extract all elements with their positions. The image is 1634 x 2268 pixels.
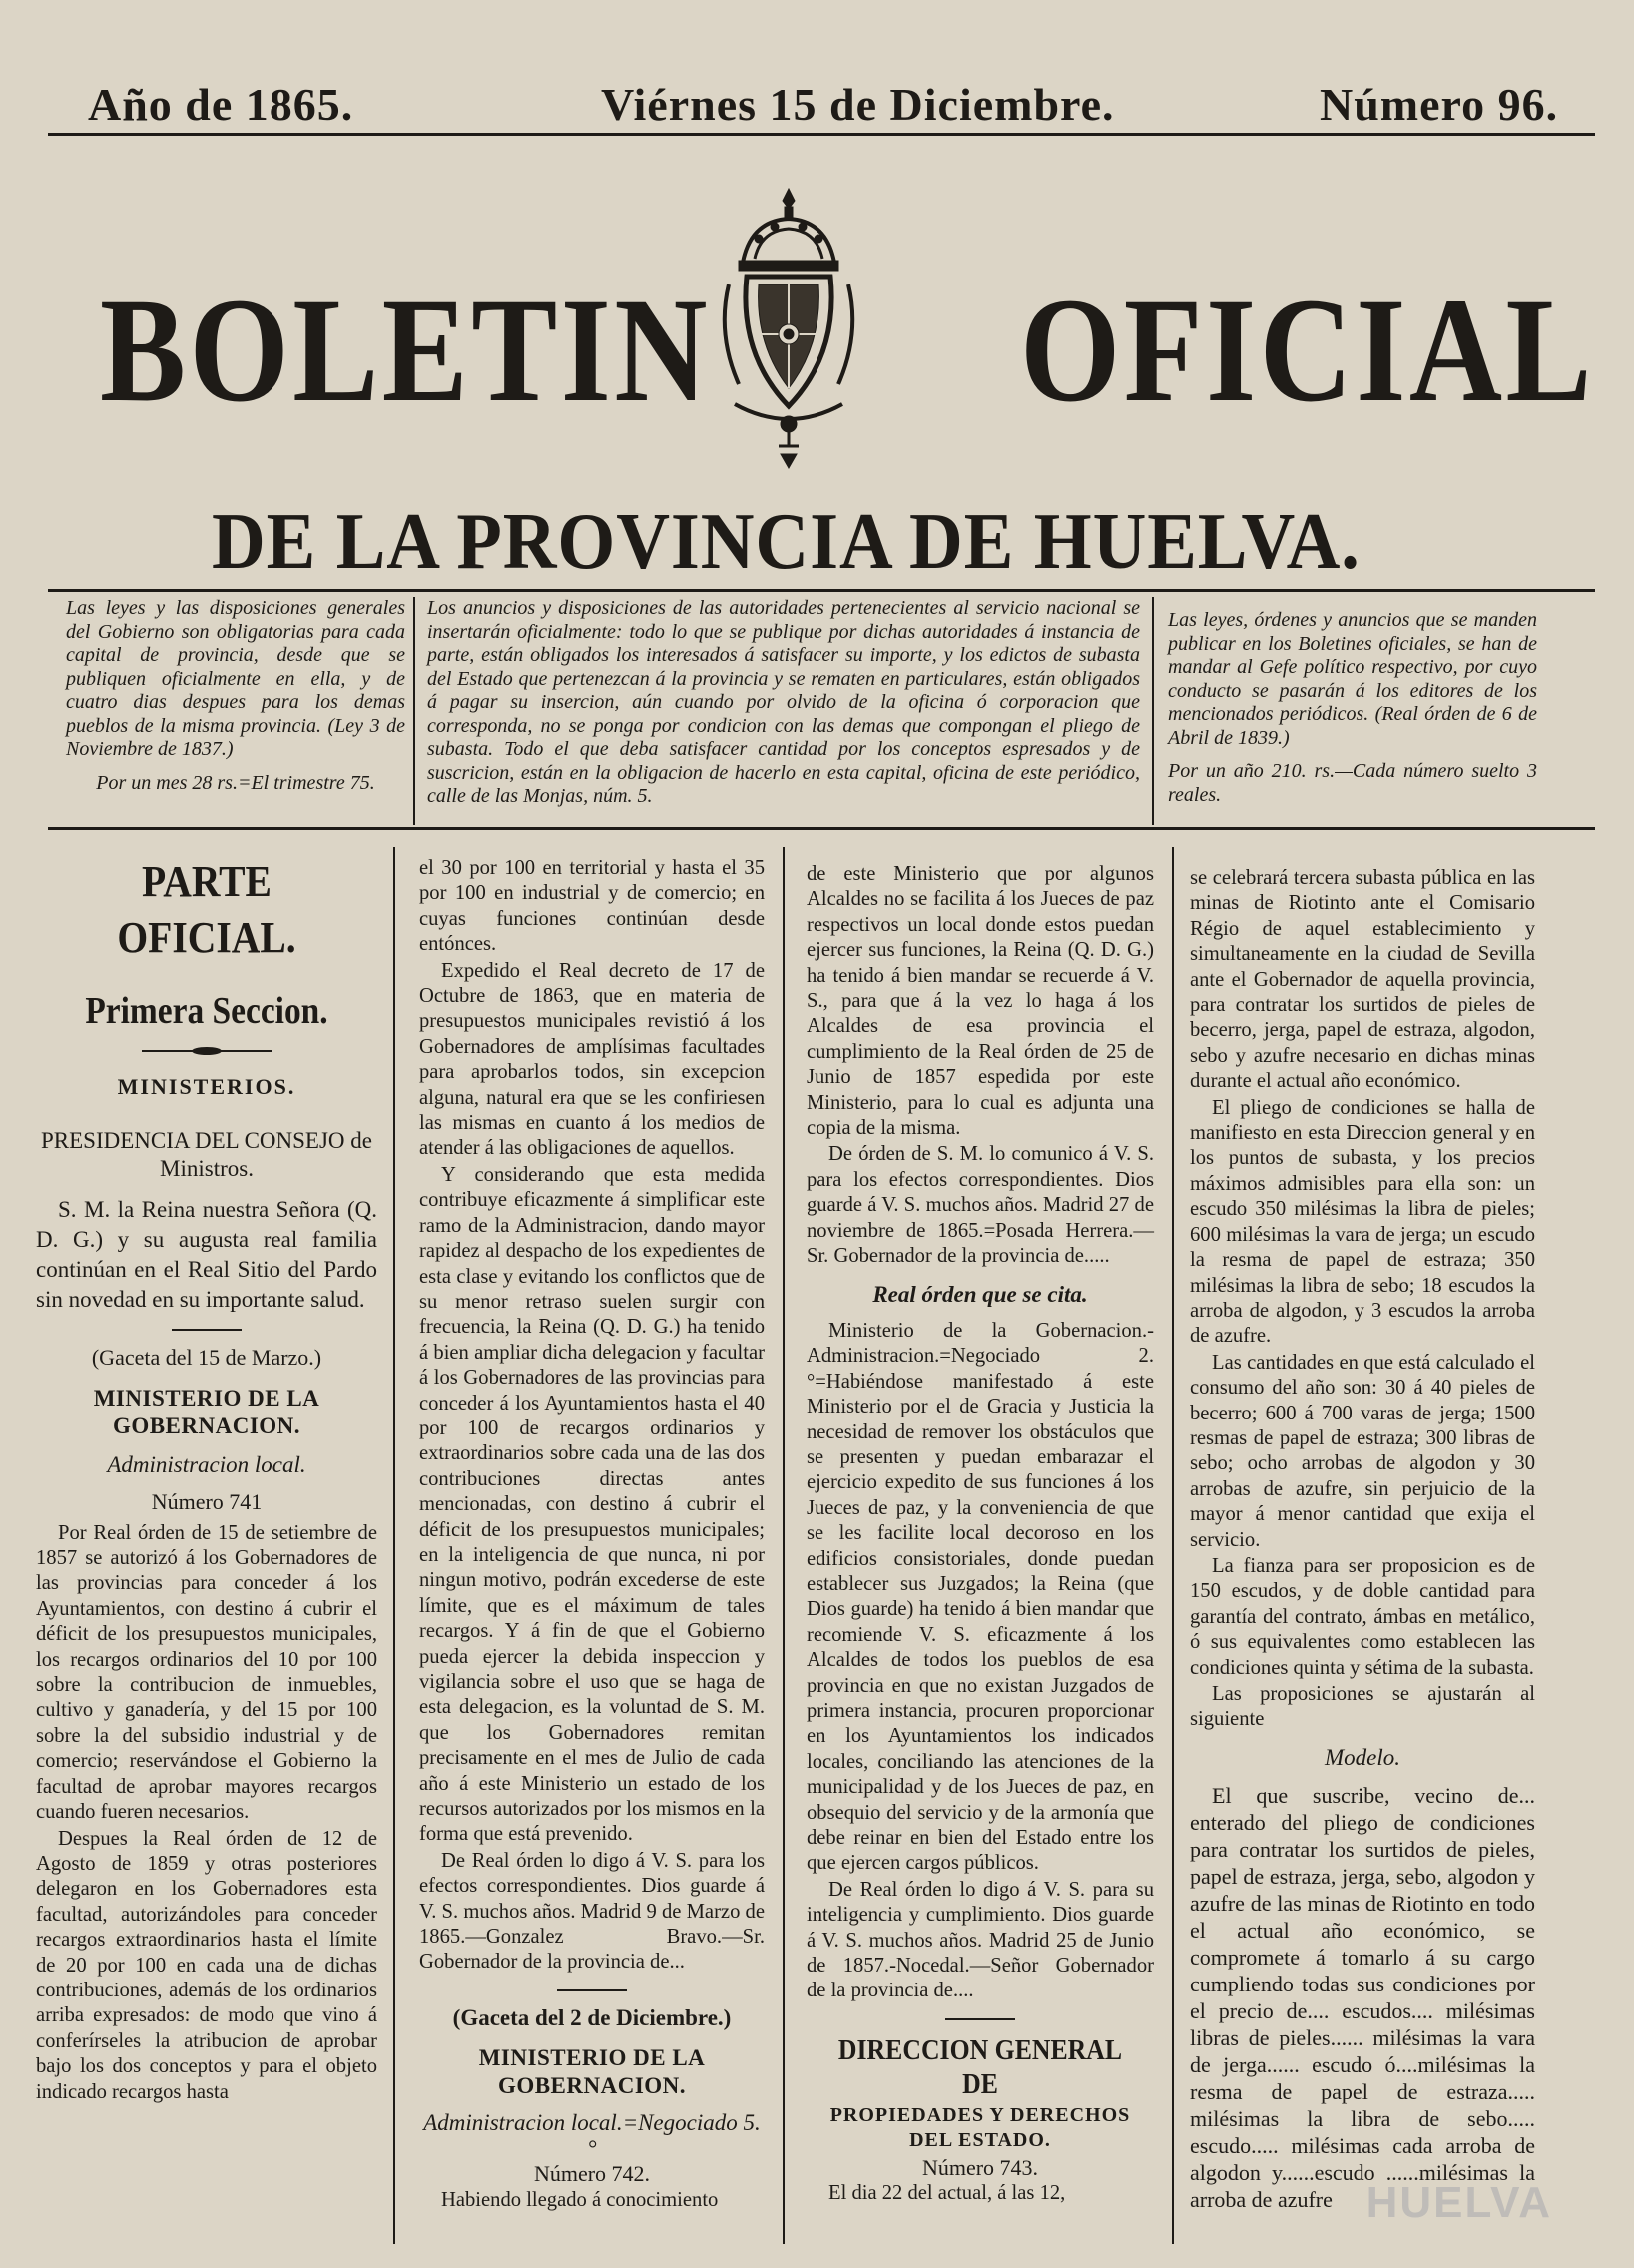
header-rule: [48, 133, 1595, 136]
ornament-divider: [142, 1046, 272, 1056]
header-year: Año de 1865.: [88, 79, 354, 130]
column-3: [807, 862, 1154, 2208]
heading-real-orden: Real órden que se cita.: [872, 1281, 1088, 1307]
column-4: [1190, 866, 1535, 2214]
paragraph: Las proposiciones se ajustarán al siguiente: [1190, 1683, 1535, 1731]
paragraph: El pliego de condiciones se halla de manifiesto en esta Direccion general y en los puntos de subasta, y los precios máximos admisibles para ella son: un escudo 350 milésimas la libra de pieles; 600 milésimas la vara de jerga; un escudo la resma de papel de estraza; 350 milésimas la libra de sebo; 18 escudos la arroba de algodon, y 3 escudos la arroba de azufre.: [1190, 1096, 1535, 1348]
paragraph: De órden de S. M. lo comunico á V. S. para los efectos correspondientes. Dios guarde á V. S. muchos años. Madrid 27 de noviembre de 1865.=Posada Herrera.—Sr. Gobernador de la provincia de.....: [807, 1143, 1154, 1268]
header-number: Número 96.: [1320, 79, 1559, 130]
section-parte-oficial: PARTE OFICIAL.: [117, 857, 296, 962]
notice-middle-text: Los anuncios y disposiciones de las autoridades pertenecientes al servicio nacional se insertarán oficialmente: todo lo que se publique por dichas autoridades á instancia de parte, están obligados los interesados á satisfacer su importe, y los edictos de subasta del Estado que pertenezcan á la provincia y se rematen en particulares, están obligados á pagar su insercion, aún cuando por olvido de la oficina ó corporacion que corresponda, no se ponga por condicion con las demas que compongan el pliego de subasta. Todo el que deba satisfacer cantidad por los conceptos espresados y de suscricion, están en la obligacion de hacerlo en esta capital, oficina de este periódico, calle de las Monjas, núm. 5.: [427, 597, 1140, 807]
column-2: [419, 856, 765, 2214]
masthead-rule: [48, 589, 1595, 592]
heading-admin-local: Administracion local.=Negociado 5.°: [423, 2110, 761, 2161]
masthead-boletin: BOLETIN: [100, 268, 711, 433]
notice-left: [66, 597, 405, 795]
heading-ministerios: MINISTERIOS.: [117, 1074, 296, 1099]
notice-divider: [1152, 597, 1154, 825]
watermark-logo: HUELVA: [1365, 2178, 1552, 2227]
heading-presidencia: PRESIDENCIA DEL CONSEJO de Ministros.: [40, 1128, 373, 1182]
paragraph: de este Ministerio que por algunos Alcaldes no se facilita á los Jueces de paz respectivos un local donde estos puedan ejercer sus funciones, la Reina (Q. D. G.) ha tenido á bien mandar se recuerde á V. S., para que á la vez lo haga á los Alcaldes de esa provincia el cumplimiento de la Real órden de 25 de Junio de 1857 espedida por este Ministerio, para lo cual es adjunta una copia de la misma.: [807, 863, 1154, 1140]
paragraph: La fianza para ser proposicion es de 150 escudos, y de doble cantidad para garantía del contrato, ámbas en metálico, ó sus equivalentes como establecen las condiciones quinta y sétima de la subasta.: [1190, 1554, 1535, 1679]
notice-left-text: Las leyes y las disposiciones generales del Gobierno son obligatorias para cada capital de provincia, desde que se publiquen oficialmente en ella, y de cuatro dias despues para los demas pueblos de la misma provincia. (Ley 3 de Noviembre de 1837.): [66, 597, 405, 760]
coat-of-arms-icon: [699, 185, 878, 484]
paragraph: Expedido el Real decreto de 17 de Octubre de 1863, que en materia de presupuestos municipales revistió á los Gobernadores de amplísimas facultades para aprobarlos todos, sin excepcion alguna, natural era que se les confiriesen las mismas en cuanto á los medios de atender á las obligaciones de aquellos.: [419, 959, 765, 1160]
notice-middle: [427, 597, 1140, 809]
notices-rule: [48, 827, 1595, 830]
column-divider: [783, 847, 785, 2244]
heading-propiedades: PROPIEDADES Y DERECHOS DEL ESTADO.: [829, 2103, 1131, 2152]
header-line: [80, 78, 1559, 138]
paragraph: De Real órden lo digo á V. S. para su inteligencia y cumplimiento. Dios guarde á V. S. muchos años. Madrid 25 de Junio de 1857.-Nocedal.—Señor Gobernador de la provincia de....: [807, 1878, 1154, 2002]
paragraph: El que suscribe, vecino de... enterado del pliego de condiciones para contratar los surtidos de pieles, papel de estraza, jerga, sebo, algodon y azufre de las minas de Riotinto en todo el actual año económico, se compromete á tomarlo á su cargo cumpliendo todas sus condiciones por el precio de.... escudos.... milésimas libras de pieles...... milésimas la vara de jerga...... escudo ó....milésimas la resma de papel de estraza..... milésimas la libra de sebo..... escudo..... milésimas cada arroba de algodon y......escudo ......milésimas la arroba de azufre: [1190, 1783, 1535, 2213]
paragraph: S. M. la Reina nuestra Señora (Q. D. G.) y su augusta real familia continúan en el Real Sitio del Pardo sin novedad en su importante salud.: [36, 1197, 377, 1313]
notice-divider: [413, 597, 415, 825]
paragraph: De Real órden lo digo á V. S. para los efectos correspondientes. Dios guarde á V. S. muchos años. Madrid 9 de Marzo de 1865.—Gonzalez Bravo.—Sr. Gobernador de la provincia de...: [419, 1849, 765, 1974]
notice-right-text: Las leyes, órdenes y anuncios que se manden publicar en los Boletines oficiales, se han de mandar al Gefe político respectivo, por cuyo conducto se pasarán á los editores de los mencionados periódicos. (Real órden de 6 de Abril de 1839.): [1168, 609, 1537, 749]
heading-modelo: Modelo.: [1324, 1744, 1400, 1770]
notice-right-price: Por un año 210. rs.—Cada número suelto 3 reales.: [1168, 760, 1537, 806]
notice-left-price: Por un mes 28 rs.=El trimestre 75.: [96, 771, 375, 794]
heading-ministerio-gobernacion: MINISTERIO DE LA GOBERNACION.: [93, 1385, 320, 1438]
heading-ministerio-gobernacion: MINISTERIO DE LA GOBERNACION.: [478, 2045, 706, 2099]
heading-admin-local: Administracion local.: [107, 1451, 306, 1477]
divider: [172, 1329, 242, 1331]
paragraph: el 30 por 100 en territorial y hasta el 35 por 100 en industrial y de comercio; en cuyas funciones continúan desde entónces.: [419, 857, 765, 956]
paragraph: se celebrará tercera subasta pública en las minas de Riotinto ante el Comisario Régio de aquel establecimiento y simultaneamente en la ciudad de Sevilla ante el Gobernador de aquella provincia, para contratar los surtidos de pieles de becerro, jerga, papel de estraza, algodon, sebo y azufre necesario en dichas minas durante el actual año económico.: [1190, 867, 1535, 1093]
notice-right: [1168, 609, 1537, 807]
gaceta-ref: (Gaceta del 15 de Marzo.): [91, 1345, 322, 1371]
paragraph: Ministerio de la Gobernacion.-Administracion.=Negociado 2.°=Habiéndose manifestado á este Ministerio por el de Gracia y Justicia la necesidad de remover los obstáculos que se presenten y puedan embarazar el ejercicio expedito de sus funciones á los Jueces de paz, y la conveniencia de que se les facilite local decoroso en los edificios consistoriales, donde puedan establecer sus Juzgados; la Reina (que Dios guarde) ha tenido á bien mandar que recomiende V. S. eficazmente á los Alcaldes de todos los pueblos de esa provincia en que no existan Juzgados de primera instancia, procuren proporcionar en los Ayuntamientos los indicados locales, conciliando las atenciones de la municipalidad y de los Jueces de paz, en obsequio del servicio y de la armonía que debe reinar en bien del Estado entre los que ejercen cargos públicos.: [807, 1319, 1154, 1875]
divider: [557, 1989, 627, 1991]
column-divider: [1172, 847, 1174, 2244]
paragraph: Despues la Real órden de 12 de Agosto de 1859 y otras posteriores delegaron en los Gobernadores esta facultad, autorizándoles para conceder recargos extraordinarios hasta el límite de 20 por 100 en cada una de dichas contribuciones, además de los ordinarios arriba expresados: de modo que vino á conferírseles la atribucion de aprobar bajo los dos conceptos y para el objeto indicado recargos hasta: [36, 1827, 377, 2103]
masthead-oficial: OFICIAL: [1020, 268, 1595, 433]
section-primera: Primera Seccion.: [85, 990, 328, 1032]
numero: Número 742.: [533, 2161, 651, 2187]
paragraph: Y considerando que esta medida contribuye eficazmente á simplificar este ramo de la Administracion, dando mayor rapidez al despacho de los expedientes de esta clase y evitando los conflictos que de su menor retraso suelen surgir con frecuencia, la Reina (Q. D. G.) ha tenido á bien ampliar dicha delegacion y facultar á los Gobernadores de las provincias para conceder á los Ayuntamientos hasta el 40 por 100 de recargos ordinarios y extraordinarios sobre cada una de las dos contribuciones directas antes mencionadas, con destino á cubrir el déficit de los presupuestos municipales; en la inteligencia de que nunca, ni por ningun motivo, podrán excederse de este límite, que es el máximum de tales recargos. Y á fin de que el Gobierno pueda ejercer la debida inspeccion y vigilancia sobre el uso que se haga de esta delegacion, es la voluntad de S. M. que los Gobernadores remitan precisamente en el mes de Julio de cada año á este Ministerio un estado de los recursos autorizados por los mismos en la forma que está prevenido.: [419, 1163, 765, 1846]
numero: Número 743.: [921, 2154, 1039, 2180]
column-divider: [393, 847, 395, 2244]
paragraph: El dia 22 del actual, á las 12,: [828, 2182, 1066, 2205]
paragraph: Habiendo llegado á conocimiento: [441, 2188, 719, 2211]
heading-direccion-general: DIRECCION GENERAL DE: [837, 2034, 1123, 2100]
divider: [945, 2018, 1015, 2020]
numero: Número 741: [151, 1489, 263, 1515]
paragraph: Las cantidades en que está calculado el consumo del año son: 30 á 40 pieles de becerro; 600 á 700 varas de jerga; 1500 resmas de papel de estraza; 300 libras de sebo; ocho arrobas de algodon y 30 arrobas de azufre, sin perjuicio de la mayor á menor cantidad que exija el servicio.: [1190, 1351, 1535, 1551]
masthead-subtitle: DE LA PROVINCIA DE HUELVA.: [212, 498, 1361, 586]
paragraph: Por Real órden de 15 de setiembre de 1857 se autorizó á los Gobernadores de las provincias para conceder á los Ayuntamientos, con destino á cubrir el déficit de los presupuestos municipales, los recargos ordinarios del 10 por 100 sobre la contribucion de inmuebles, cultivo y ganadería, y del 15 por 100 sobre la del subsidio industrial y de comercio; reservándose el Gobierno la facultad de aprobar mayores recargos cuando fueren necesarios.: [36, 1521, 377, 1824]
column-1: [36, 849, 377, 2106]
gaceta-ref: (Gaceta del 2 de Diciembre.): [452, 2004, 732, 2030]
header-date: Viérnes 15 de Diciembre.: [601, 79, 1115, 130]
